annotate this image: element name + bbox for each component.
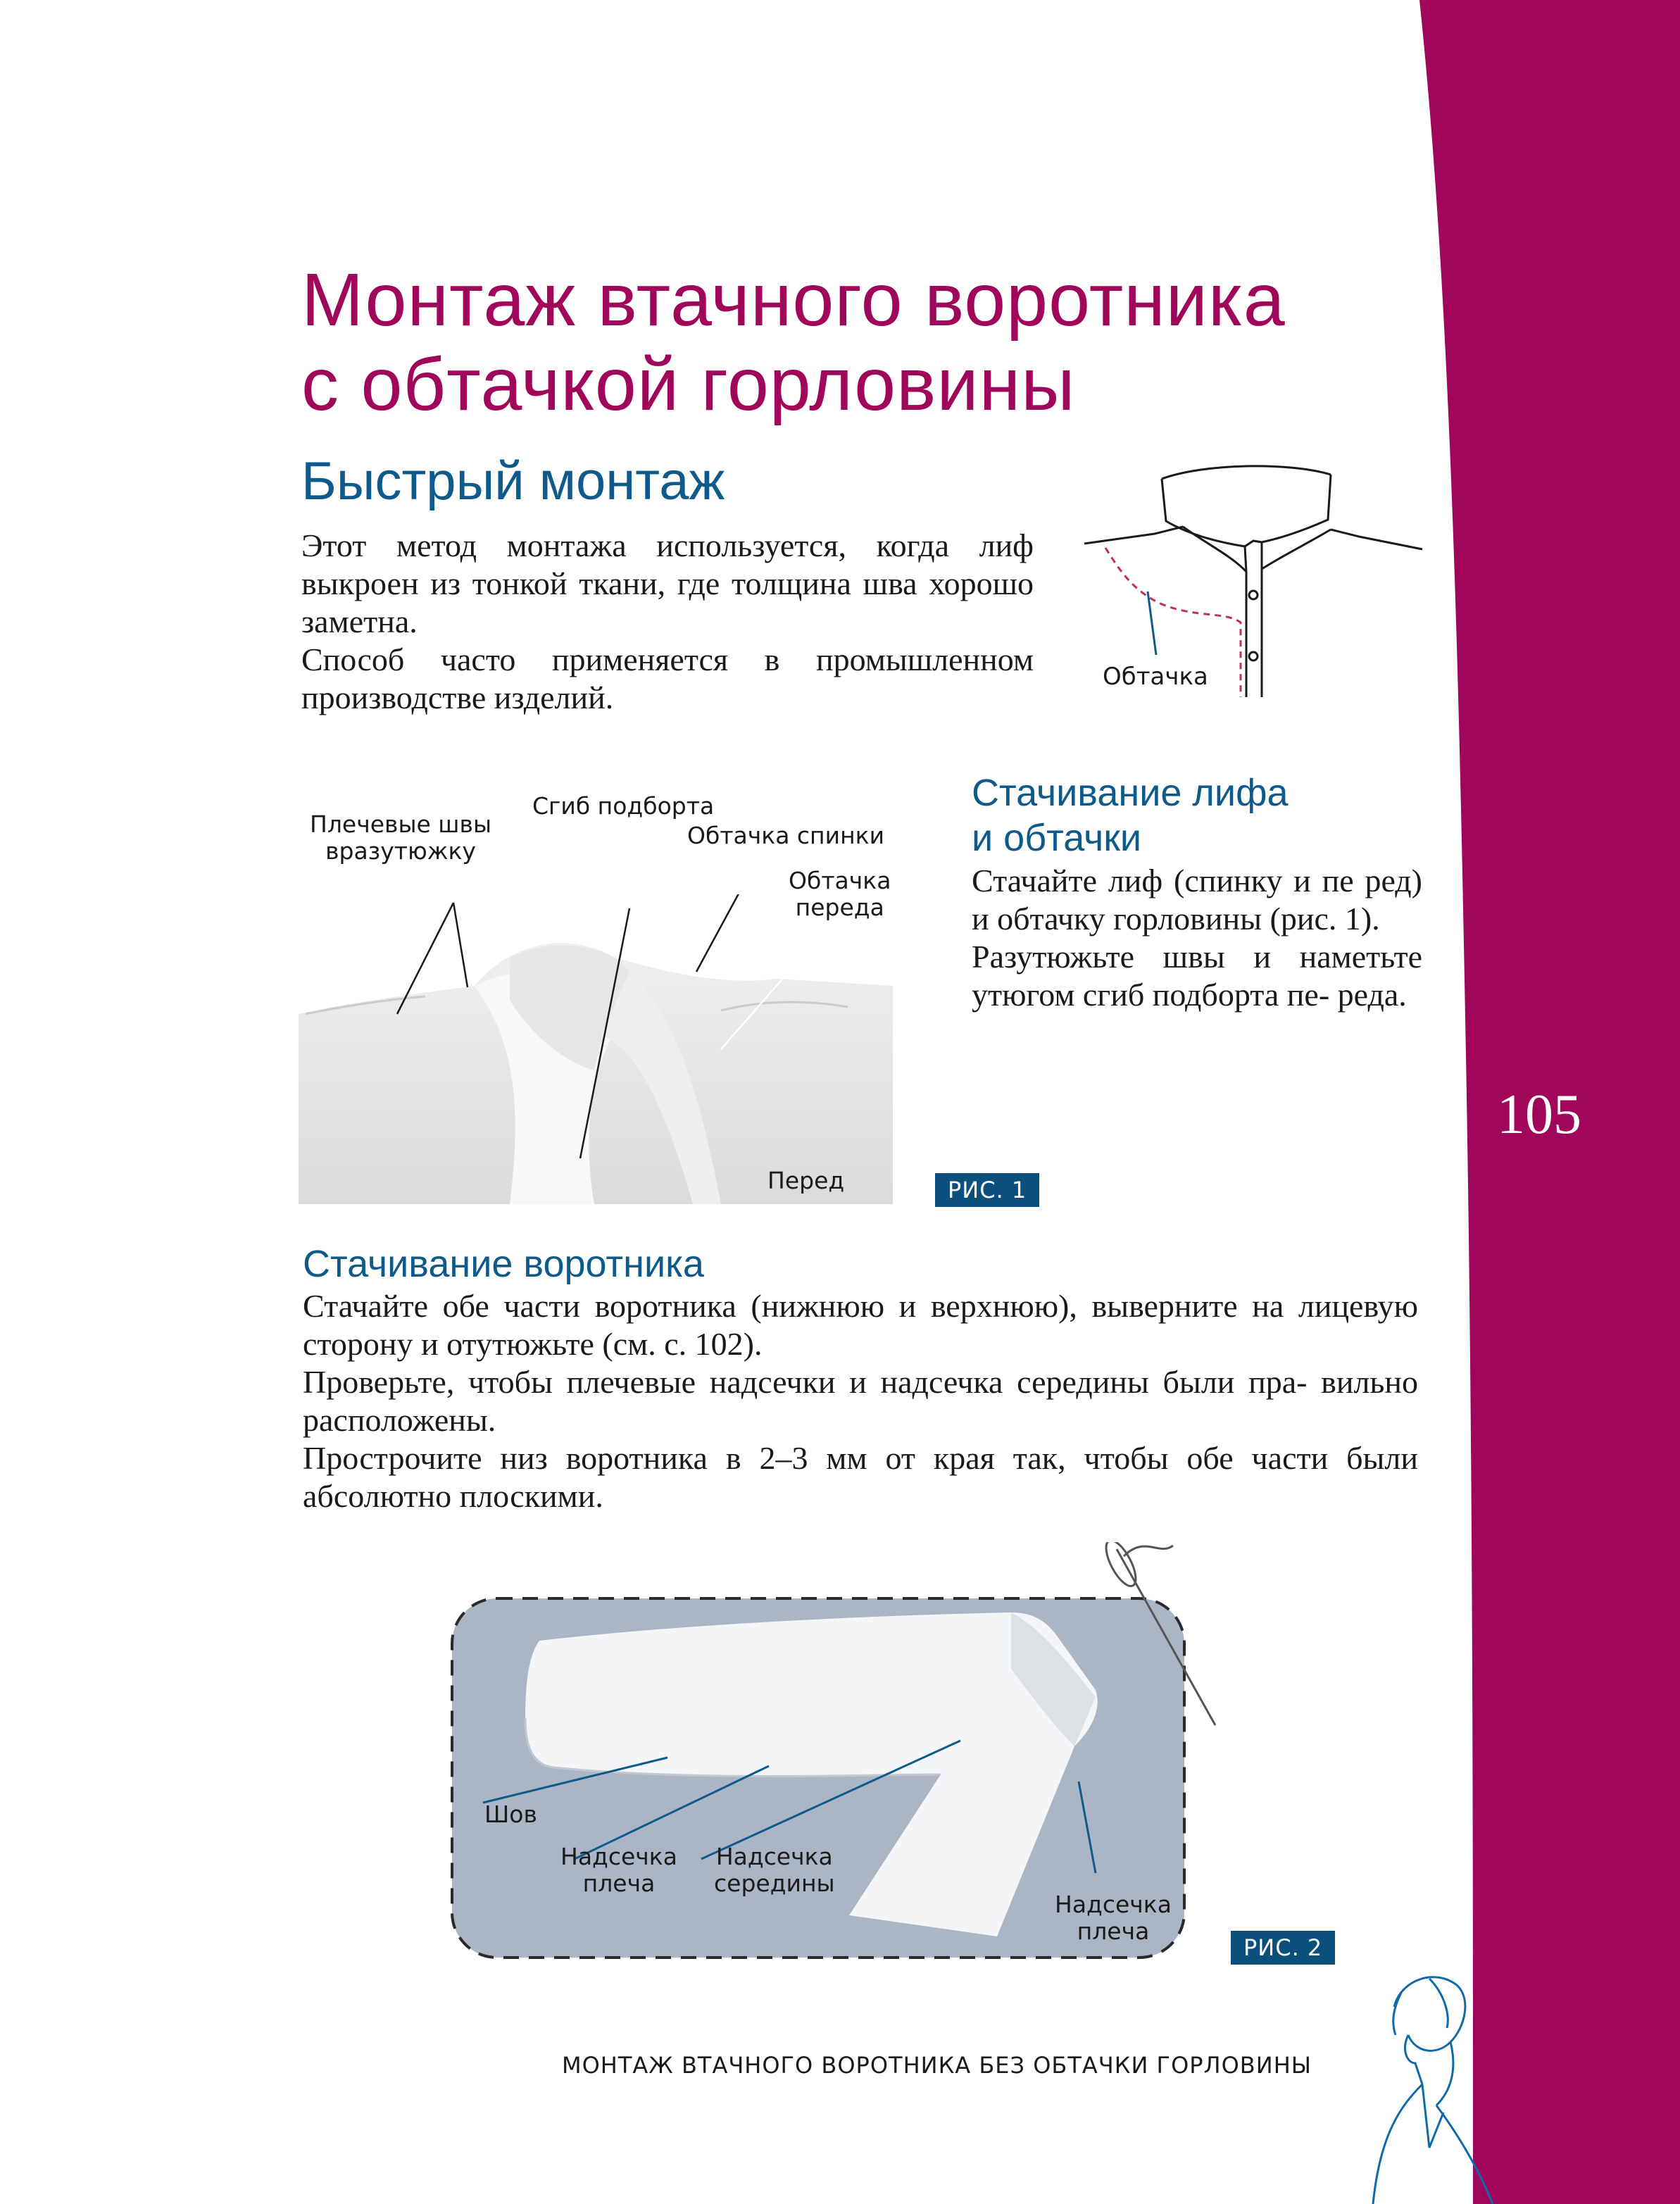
fig2-label-shoulder-notch-left: Надсечка плеча — [560, 1843, 677, 1897]
page-number: 105 — [1497, 1084, 1581, 1146]
fig1-photo — [299, 894, 893, 1204]
bodice-heading-line1: Стачивание лифа — [972, 772, 1289, 814]
bodice-paragraph-2: Разутюжьте швы и наметьте утюгом сгиб подборта пе- реда. — [972, 939, 1422, 1013]
collar-paragraph-1: Стачайте обе части воротника (нижнюю и верхнюю), выверните на лицевую сторону и отутюжьте (см. с. 102). — [303, 1288, 1418, 1362]
running-footer: МОНТАЖ ВТАЧНОГО ВОРОТНИКА БЕЗ ОБТАЧКИ ГОРЛОВИНЫ — [562, 2052, 1312, 2079]
page-title — [301, 258, 1400, 427]
section-heading-quick: Быстрый монтаж — [301, 451, 725, 511]
fig2-label-seam: Шов — [484, 1801, 537, 1828]
quick-text — [301, 527, 1034, 717]
fig1-label-back-facing: Обтачка спинки — [687, 822, 885, 849]
fig1-label-shoulder-seams: Плечевые швы вразутюжку — [310, 810, 492, 865]
fig1-label-fold: Сгиб подборта — [532, 792, 715, 820]
facing-label: Обтачка — [1103, 663, 1208, 691]
bodice-heading — [972, 770, 1422, 860]
bodice-heading-line2: и обтачки — [972, 817, 1142, 859]
fig2-label-shoulder-notch-right: Надсечка плеча — [1055, 1891, 1172, 1945]
fig2-tag: РИС. 2 — [1231, 1931, 1335, 1965]
quick-paragraph-1: Этот метод монтажа используется, когда лиф выкроен из тонкой ткани, где толщина шва хорошо заметна. — [301, 527, 1034, 639]
page-title-line2: с обтачкой горловины — [301, 343, 1076, 426]
fig1-tag: РИС. 1 — [935, 1173, 1039, 1207]
collar-heading: Стачивание воротника — [303, 1243, 704, 1285]
woman-sketch-illustration — [1352, 1965, 1535, 2204]
quick-paragraph-2: Способ часто применяется в промышленном производстве изделий. — [301, 641, 1034, 715]
page-title-line1: Монтаж втачного воротника — [301, 258, 1286, 342]
fig1-label-front: Перед — [767, 1167, 845, 1194]
bodice-paragraph-1: Стачайте лиф (спинку и пе ред) и обтачку горловины (рис. 1). — [972, 863, 1422, 937]
collar-paragraph-3: Прострочите низ воротника в 2–3 мм от края так, чтобы обе части были абсолютно плоскими. — [303, 1440, 1418, 1514]
bodice-section — [972, 770, 1422, 1014]
fig1-label-front-facing: Обтачка переда — [789, 867, 891, 921]
collar-paragraph-2: Проверьте, чтобы плечевые надсечки и надсечка середины были пра- вильно расположены. — [303, 1364, 1418, 1438]
collar-section — [303, 1241, 1418, 1515]
fig2-label-center-notch: Надсечка середины — [714, 1843, 835, 1897]
